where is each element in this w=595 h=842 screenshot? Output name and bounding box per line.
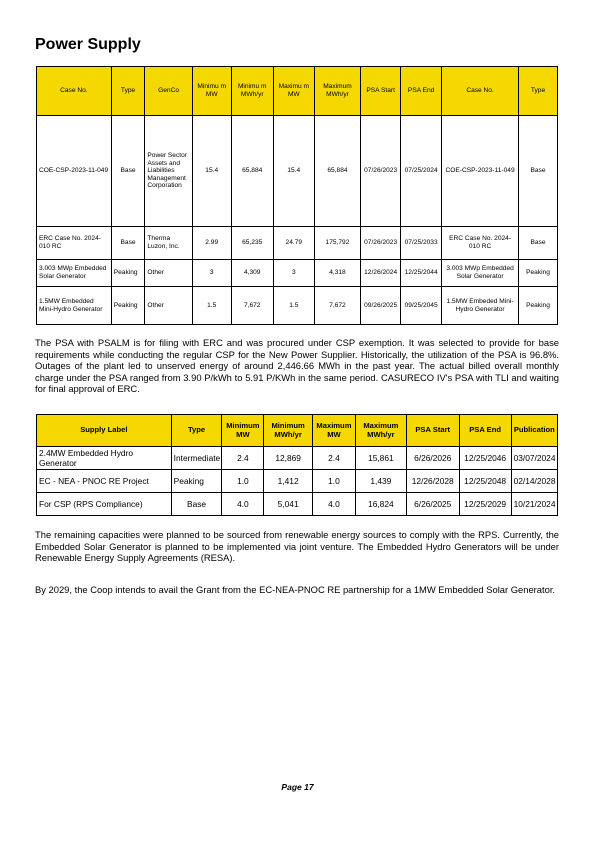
header-cell: Case No.: [442, 67, 519, 116]
planned-supply-table: [36, 414, 558, 516]
table-cell: 12/25/2044: [401, 260, 442, 287]
page-number: Page 17: [281, 782, 314, 792]
table-cell: 12/25/2046: [459, 447, 511, 470]
table-cell: 07/25/2024: [401, 116, 442, 227]
table-row: [37, 227, 558, 260]
table-row: [37, 447, 558, 470]
header-cell: Publication: [511, 415, 557, 447]
table-cell: COE-CSP-2023-11-049: [37, 116, 112, 227]
table-cell: 4,309: [231, 260, 273, 287]
table-cell: 10/21/2024: [511, 493, 557, 516]
table-cell: 12/26/2024: [361, 260, 401, 287]
table-cell: 1.5MW Embeded Mini-Hydro Generator: [442, 287, 519, 325]
table-row: [37, 470, 558, 493]
header-cell: Maximum MWh/yr: [355, 415, 406, 447]
power-supply-contracts-table: [36, 66, 558, 325]
table-cell: 3: [273, 260, 314, 287]
table-cell: 07/26/2023: [361, 227, 401, 260]
header-cell: Minimum MW: [222, 415, 264, 447]
table-cell: 1,439: [355, 470, 406, 493]
header-cell: Type: [171, 415, 222, 447]
table-cell: 16,824: [355, 493, 406, 516]
table-row: [37, 260, 558, 287]
table-cell: Other: [145, 287, 192, 325]
table-cell: 24.79: [273, 227, 314, 260]
table-cell: 12/25/2048: [459, 470, 511, 493]
table-cell: 1,412: [264, 470, 313, 493]
table-cell: 12/26/2028: [406, 470, 459, 493]
header-cell: PSA Start: [406, 415, 459, 447]
header-cell: PSA Start: [361, 67, 401, 116]
table-cell: 09/25/2045: [401, 287, 442, 325]
table-row: [37, 493, 558, 516]
table-cell: Base: [111, 116, 145, 227]
table-cell: 5,041: [264, 493, 313, 516]
table-cell: 65,884: [231, 116, 273, 227]
paragraph-psa-summary: The PSA with PSALM is for filing with ERC and was procured under CSP exemption. It was selected to provide for base requirements while conducting the regular CSP for the New Power Supplier. Historically, the utilization of the PSA is 96.8%. Outages of the plant led to unserved energy of around 2,446.66 MWh in the past year. The actual billed overall monthly charge under the PSA ranged from 3.90 P/kWh to 5.91 P/KWh in the same period. CASURECO IV's PSA with TLI and waiting for final approval of ERC.: [35, 337, 559, 394]
table-cell: 15.4: [192, 116, 231, 227]
table-cell: 65,884: [314, 116, 360, 227]
table-cell: 2.4MW Embedded Hydro Generator: [37, 447, 172, 470]
table-cell: 2.4: [222, 447, 264, 470]
table-cell: 03/07/2024: [511, 447, 557, 470]
table-cell: 12,869: [264, 447, 313, 470]
table-cell: Base: [171, 493, 222, 516]
table-row: [37, 116, 558, 227]
header-cell: Minimum MWh/yr: [264, 415, 313, 447]
table-cell: 3.003 MWp Embedded Solar Generator: [442, 260, 519, 287]
table-cell: COE-CSP-2023-11-049: [442, 116, 519, 227]
header-cell: Minimu m MWh/yr: [231, 67, 273, 116]
table-cell: 1.5MW Embedded Mini-Hydro Generator: [37, 287, 112, 325]
table-cell: 4.0: [222, 493, 264, 516]
table-cell: Power Sector Assets and Liabilities Management Corporation: [145, 116, 192, 227]
table-cell: 1.0: [222, 470, 264, 493]
table-cell: 07/26/2023: [361, 116, 401, 227]
table-cell: 15.4: [273, 116, 314, 227]
header-cell: Maximum MW: [312, 415, 355, 447]
table-cell: 65,235: [231, 227, 273, 260]
table-cell: 15,861: [355, 447, 406, 470]
table-cell: 3.003 MWp Embedded Solar Generator: [37, 260, 112, 287]
table-cell: 1.5: [192, 287, 231, 325]
header-cell: Type: [111, 67, 145, 116]
table-cell: 7,672: [231, 287, 273, 325]
table-row: [37, 287, 558, 325]
page-title: Power Supply: [35, 36, 141, 53]
header-cell: GenCo: [145, 67, 192, 116]
table-cell: Peaking: [171, 470, 222, 493]
table-cell: 02/14/2028: [511, 470, 557, 493]
table-cell: Peaking: [111, 287, 145, 325]
table-header-row: [37, 67, 558, 116]
header-cell: Supply Label: [37, 415, 172, 447]
table-cell: 3: [192, 260, 231, 287]
table-cell: 4.0: [312, 493, 355, 516]
table-cell: 7,672: [314, 287, 360, 325]
header-cell: PSA End: [401, 67, 442, 116]
table-cell: 09/26/2025: [361, 287, 401, 325]
header-cell: PSA End: [459, 415, 511, 447]
table-cell: 175,792: [314, 227, 360, 260]
table-cell: Other: [145, 260, 192, 287]
table-cell: ERC Case No. 2024-010 RC: [37, 227, 112, 260]
table-cell: Base: [111, 227, 145, 260]
table-cell: 07/25/2033: [401, 227, 442, 260]
table-cell: 2.4: [312, 447, 355, 470]
table-cell: For CSP (RPS Compliance): [37, 493, 172, 516]
table-cell: ERC Case No. 2024-010 RC: [442, 227, 519, 260]
header-cell: Case No.: [37, 67, 112, 116]
header-cell: Maximu m MW: [273, 67, 314, 116]
table-header-row: [37, 415, 558, 447]
table-cell: 6/26/2026: [406, 447, 459, 470]
table-cell: 6/26/2025: [406, 493, 459, 516]
table-cell: Base: [518, 227, 557, 260]
table-cell: Therma Luzon, Inc.: [145, 227, 192, 260]
table-cell: 4,318: [314, 260, 360, 287]
table-cell: Peaking: [111, 260, 145, 287]
table-cell: Peaking: [518, 260, 557, 287]
header-cell: Minimu m MW: [192, 67, 231, 116]
table-cell: Base: [518, 116, 557, 227]
table-cell: 1.0: [312, 470, 355, 493]
header-cell: Type: [518, 67, 557, 116]
paragraph-grant-plan: By 2029, the Coop intends to avail the Grant from the EC-NEA-PNOC RE partnership for a 1MW Embedded Solar Generator.: [35, 584, 556, 595]
table-cell: 2.99: [192, 227, 231, 260]
table-cell: Peaking: [518, 287, 557, 325]
table-cell: 12/25/2029: [459, 493, 511, 516]
paragraph-renewable-plan: The remaining capacities were planned to be sourced from renewable energy sources to comply with the RPS. Currently, the Embedded Solar Generator is planned to be implemented via joint venture. The Embedded Hydro Generators will be under Renewable Energy Supply Agreements (RESA).: [35, 529, 559, 563]
table-cell: EC - NEA - PNOC RE Project: [37, 470, 172, 493]
table-cell: 1.5: [273, 287, 314, 325]
table-cell: Intermediate: [171, 447, 222, 470]
header-cell: Maximum MWh/yr: [314, 67, 360, 116]
